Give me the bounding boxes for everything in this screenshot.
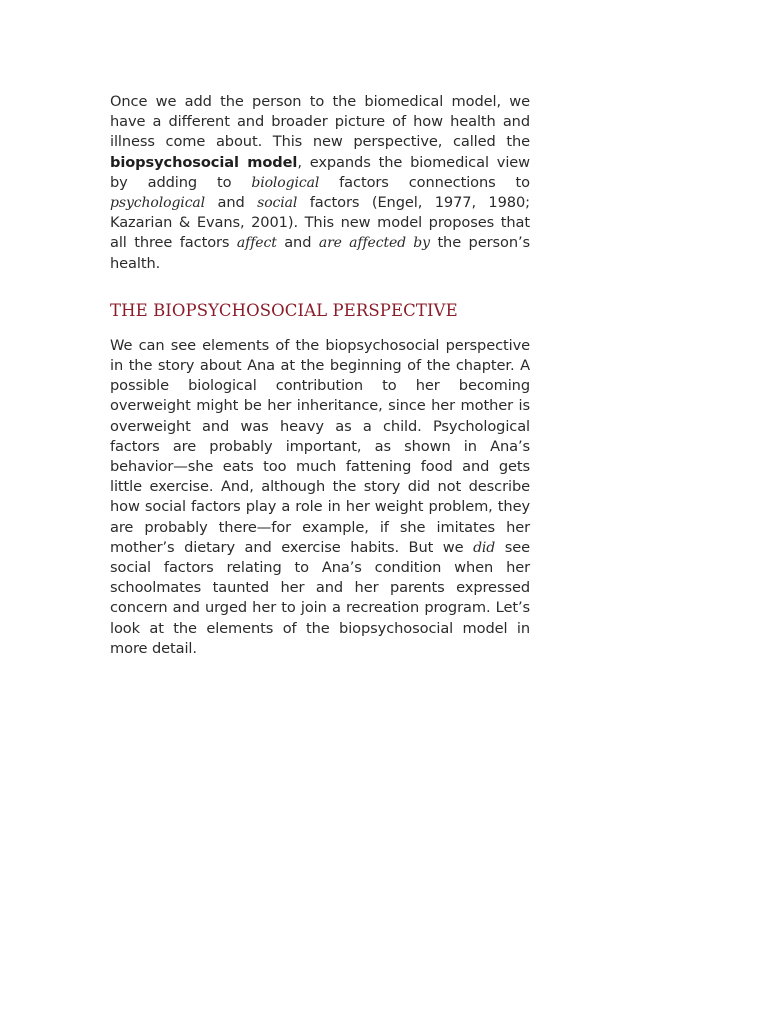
key-term: biopsychosocial model xyxy=(110,153,298,171)
intro-paragraph xyxy=(110,92,530,274)
text-run: factors (Engel, 1977, 1980; Kazarian & Evans, 2001). This new model proposes that all three factors xyxy=(110,194,530,252)
emphasis: are affected by xyxy=(318,235,430,252)
section-heading: THE BIOPSYCHOSOCIAL PERSPECTIVE xyxy=(110,300,458,320)
text-run: and xyxy=(276,234,319,252)
text-run: Once we add the person to the biomedical model, we have a different and broader picture of how health and illness come about. This new perspective, called the xyxy=(110,93,530,151)
emphasis: social xyxy=(257,195,298,212)
emphasis: affect xyxy=(236,235,277,252)
text-run: the person’s health. xyxy=(110,234,531,272)
text-run: and xyxy=(205,194,258,212)
text-run: , expands the biomedical view by adding to xyxy=(110,153,530,191)
text-run: We can see elements of the biopsychosocial perspective in the story about Ana at the beginning of the chapter. A possible biological contribution to her becoming overweight might be her inheritance, since her mother is overweight and was heavy as a child. Psychological factors are probably important, as shown in Ana’s behavior—she eats too much fattening food and gets little exercise. And, although the story did not describe how social factors play a role in her weight problem, they are probably there—for example, if she imitates her mother’s dietary and exercise habits. But we xyxy=(110,336,530,556)
emphasis: biological xyxy=(251,174,320,191)
emphasis: psychological xyxy=(110,195,206,212)
body-paragraph xyxy=(110,336,530,659)
emphasis: did xyxy=(473,539,496,556)
text-run: see social factors relating to Ana’s condition when her schoolmates taunted her and her parents expressed concern and urged her to join a recreation program. Let’s look at the elements of the biopsychosocial model in more detail. xyxy=(110,538,530,657)
text-run: factors connections to xyxy=(319,173,530,191)
text-column xyxy=(110,92,530,659)
